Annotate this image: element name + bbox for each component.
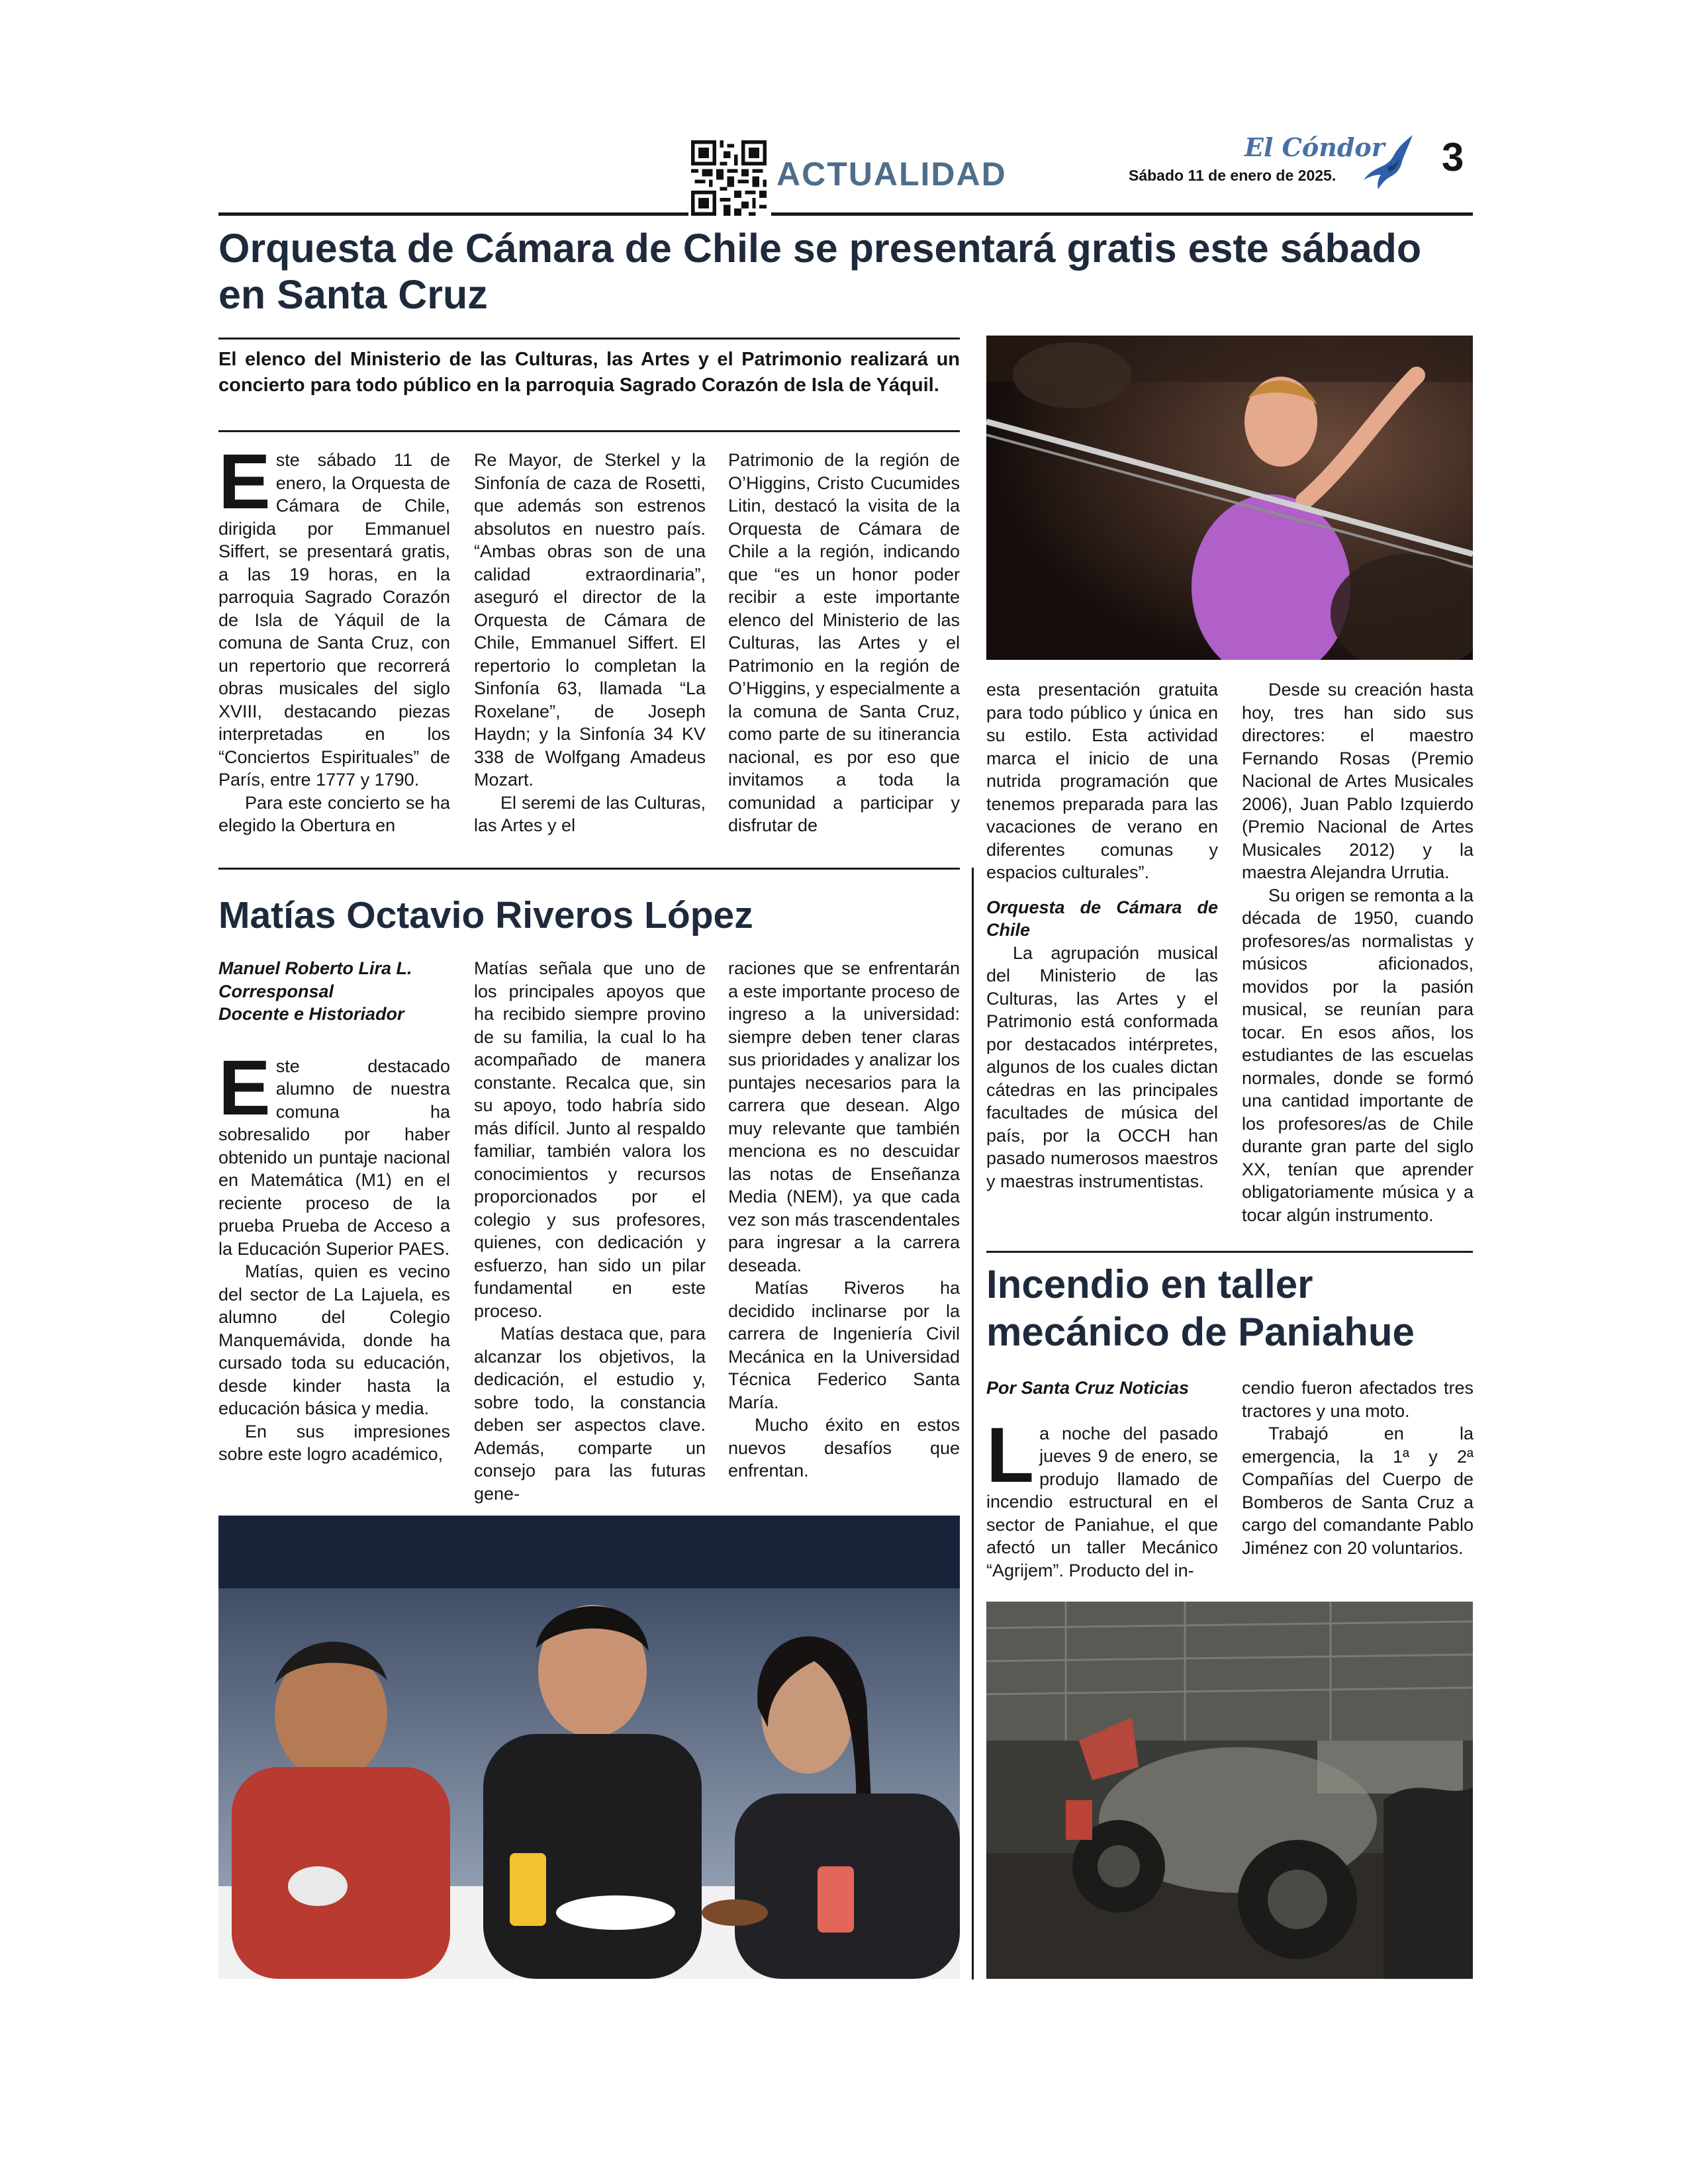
column-divider	[972, 868, 974, 1979]
paragraph: Desde su creación hasta hoy, tres han sido sus directores: el maestro Fernando Rosas (Premio Nacional de Artes Musicales 2006), Juan Pablo Izquierdo (Premio Nacional de Artes Musicales 2012) y la maestra Alejandra Urrutia.	[1242, 680, 1474, 882]
paragraph: Mucho éxito en estos nuevos desafíos que enfrentan.	[728, 1415, 960, 1480]
paragraph: Para este concierto se ha elegido la Obertura en	[218, 792, 450, 835]
orquesta-column-5	[1242, 678, 1474, 1226]
orquesta-column-3	[728, 449, 960, 837]
paragraph: cendio fueron afectados tres tractores y una moto.	[1242, 1378, 1474, 1421]
dropcap: L	[986, 1411, 1035, 1499]
subheading: Orquesta de Cámara de Chile	[986, 897, 1218, 940]
byline-role: Corresponsal	[218, 981, 334, 1001]
paragraph: esta presentación gratuita para todo público y única en su estilo. Esta actividad marca el inicio de una nutrida programación que tenemos preparada para las vacaciones de verano en diferentes comunas y espacios culturales”.	[986, 680, 1218, 882]
matias-column-2	[474, 957, 706, 1505]
issue-date: Sábado 11 de enero de 2025.	[1129, 167, 1336, 184]
paragraph: Re Mayor, de Sterkel y la Sinfonía de caza de Rosetti, que además son estrenos absolutos en nuestro país. “Ambas obras son de una calidad extraordinaria”, aseguró el director de la Orquesta de Cámara de Chile, Emmanuel Siffert. El repertorio lo completan la Sinfonía 63, llamada “La Roxelane”, de Joseph Haydn; y la Sinfonía 34 KV 338 de Wolfgang Amadeus Mozart.	[474, 450, 706, 790]
paragraph: ste sábado 11 de enero, la Orquesta de Cámara de Chile, dirigida por Emmanuel Siffert, se presentará gratis, a las 19 horas, en la parroquia Sagrado Corazón de Isla de Yáquil de la comuna de Santa Cruz, con un repertorio que recorrerá obras musicales del siglo XVIII, destacando piezas interpretadas en los “Conciertos Espirituales” de París, entre 1777 y 1790.	[218, 450, 450, 790]
incendio-column-2	[1242, 1377, 1474, 1559]
section-rule	[218, 868, 960, 870]
paragraph: La agrupación musical del Ministerio de las Culturas, las Artes y el Patrimonio está conformada por destacados intérpretes, algunos de los cuales dictan cátedras en las principales facultades de música del país, por la OCCH han pasado numerosos maestros y maestras instrumentistas.	[986, 942, 1218, 1191]
paragraph: Matías Riveros ha decidido inclinarse por la carrera de Ingeniería Civil Mecánica en la Universidad Técnica Federico Santa María.	[728, 1278, 960, 1412]
orquesta-lead: El elenco del Ministerio de las Culturas, las Artes y el Patrimonio realizará un concierto para todo público en la parroquia Sagrado Corazón de Isla de Yáquil.	[218, 349, 960, 396]
paragraph: ste destacado alumno de nuestra comuna ha sobresalido por haber obtenido un puntaje nacional en Matemática (M1) en el reciente proceso de la prueba Prueba de Acceso a la Educación Superior PAES.	[218, 1056, 450, 1259]
paragraph: Su origen se remonta a la década de 1950, cuando profesores/as normalistas y músicos aficionados, movidos por la pasión musical, se reunían para tocar. En esos años, los estudiantes de las escuelas normales, donde se formó una cantidad importante de los profesores/as de Chile durante gran parte del siglo XX, tenían que aprender obligatoriamente música y a tocar algún instrumento.	[1242, 885, 1474, 1225]
masthead-title: El Cóndor	[1244, 132, 1385, 162]
orquesta-headline: Orquesta de Cámara de Chile se presentará gratis este sábado en Santa Cruz	[218, 226, 1422, 317]
paragraph: raciones que se enfrentarán a este importante proceso de ingreso a la universidad: siempre deben tener claras sus prioridades y analizar los puntajes necesarios para la carrera que desean. Algo muy relevante que también menciona es no descuidar las notas de Enseñanza Media (NEM), ya que cada vez son más trascendentales para ingresar a la carrera deseada.	[728, 958, 960, 1275]
byline-name: Manuel Roberto Lira L.	[218, 958, 412, 978]
incendio-headline: Incendio en taller mecánico de Paniahue	[986, 1262, 1415, 1354]
orquesta-column-4	[986, 678, 1218, 1193]
student-family-photo	[218, 1516, 960, 1979]
matias-headline: Matías Octavio Riveros López	[218, 894, 753, 936]
lead-rule-bottom	[218, 430, 960, 432]
orquesta-column-2	[474, 449, 706, 837]
section-rule	[986, 1251, 1473, 1253]
section-label: ACTUALIDAD	[776, 156, 1007, 193]
condor-logo-icon	[1361, 132, 1415, 192]
orquesta-column-1	[218, 438, 450, 837]
matias-column-1	[218, 957, 450, 1466]
header-rule-right	[771, 212, 1473, 216]
burned-tractor-photo	[986, 1602, 1473, 1979]
matias-column-3	[728, 957, 960, 1482]
header-rule-left	[218, 212, 688, 216]
byline-name: Por Santa Cruz Noticias	[986, 1378, 1190, 1398]
qr-code-icon	[691, 140, 767, 216]
dropcap: E	[218, 438, 271, 525]
paragraph: Matías, quien es vecino del sector de La Lajuela, es alumno del Colegio Manquemávida, donde ha cursado toda su educación, desde kinder hasta la educación básica y media.	[218, 1261, 450, 1418]
lead-rule-top	[218, 338, 960, 340]
paragraph: Matías señala que uno de los principales apoyos que ha recibido siempre provino de su familia, la cual lo ha acompañado de manera constante. Recalca que, sin su apoyo, todo habría sido más difícil. Junto al respaldo familiar, también valora los conocimientos y recursos proporcionados por el colegio y sus profesores, quienes, con dedicación y esfuerzo, han sido un pilar fundamental en este proceso.	[474, 958, 706, 1321]
incendio-column-1	[986, 1377, 1218, 1582]
paragraph: El seremi de las Culturas, las Artes y el	[474, 792, 706, 835]
paragraph: Matías destaca que, para alcanzar los objetivos, la dedicación, el estudio y, sobre todo, la constancia deben ser aspectos clave. Además, comparte un consejo para las futuras gene-	[474, 1324, 706, 1504]
paragraph: En sus impresiones sobre este logro académico,	[218, 1421, 450, 1464]
conductor-photo	[986, 336, 1473, 660]
paragraph: a noche del pasado jueves 9 de enero, se produjo llamado de incendio estructural en el sector de Paniahue, el que afectó un taller Mecánico “Agrijem”. Producto del in-	[986, 1423, 1218, 1580]
byline-role: Docente e Historiador	[218, 1004, 404, 1024]
dropcap: E	[218, 1044, 271, 1132]
page-number: 3	[1442, 135, 1464, 179]
paragraph: Trabajó en la emergencia, la 1ª y 2ª Compañías del Cuerpo de Bomberos de Santa Cruz a cargo del comandante Pablo Jiménez con 20 voluntarios.	[1242, 1424, 1474, 1558]
paragraph: Patrimonio de la región de O’Higgins, Cristo Cucumides Litin, destacó la visita de la Orquesta de Cámara de Chile a la región, indicando que “es un honor poder recibir a este importante elenco del Ministerio de las Culturas, las Artes y el Patrimonio en la región de O’Higgins, y especialmente a la comuna de Santa Cruz, como parte de su itinerancia nacional, es por eso que invitamos a toda la comunidad a participar y disfrutar de	[728, 450, 960, 835]
